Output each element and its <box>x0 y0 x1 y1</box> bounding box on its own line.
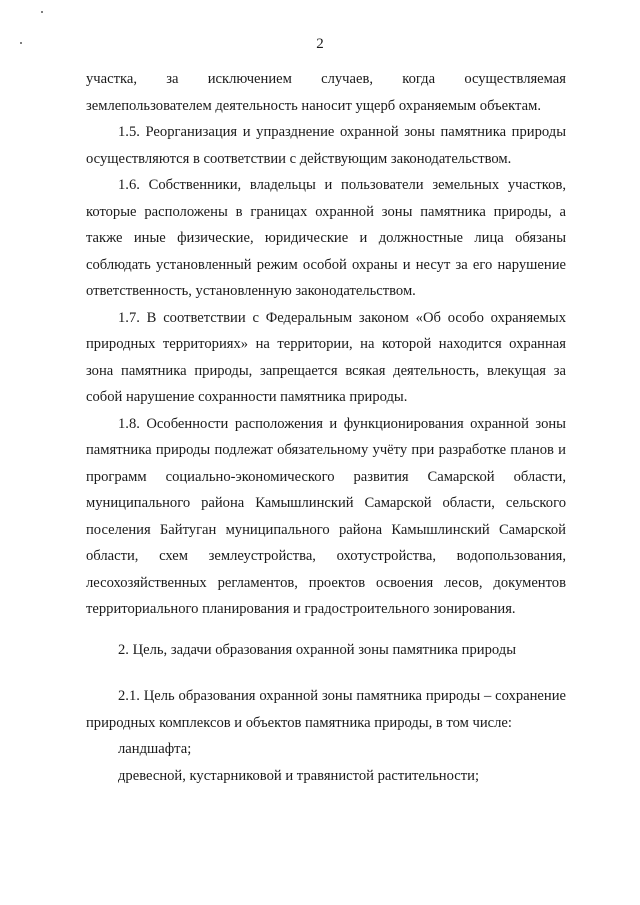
list-item-landscape: ландшафта; <box>118 741 192 757</box>
document-body <box>86 66 566 789</box>
paragraph-1-7: 1.7. В соответствии с Федеральным законом «Об особо охраняемых природных территориях» на территории, на которой находится охранная зона памятника природы, запрещается всякая деятельность, влекущая за собой нарушение сохранности памятника природы. <box>86 309 566 405</box>
paragraph-2-1: 2.1. Цель образования охранной зоны памятника природы – сохранение природных комплексов и объектов памятника природы, в том числе: <box>86 688 566 731</box>
paragraph-1-6: 1.6. Собственники, владельцы и пользователи земельных участков, которые расположены в границах охранной зоны памятника природы, а также иные физические, юридические и должностные лица обязаны соблюдать установленный режим особой охраны и несут за его нарушение ответственность, установленную законодательством. <box>86 177 566 299</box>
page-number: 2 <box>316 36 324 52</box>
paragraph-1-8: 1.8. Особенности расположения и функционирования охранной зоны памятника природы подлежат обязательному учёту при разработке планов и программ социально-экономического развития Самарской области, муниципального района Камышлинский Самарской области, сельского поселения Байтуган муниципального района Камышлинский Самарской области, схем землеустройства, охотустройства, водопользования, лесохозяйственных регламентов, проектов освоения лесов, документов территориального планирования и градостроительного зонирования. <box>86 415 566 617</box>
list-item-vegetation: древесной, кустарниковой и травянистой растительности; <box>118 767 479 784</box>
paragraph-1-5: 1.5. Реорганизация и упразднение охранной зоны памятника природы осуществляются в соответствии с действующим законодательством. <box>86 124 566 167</box>
paragraph-continuation: участка, за исключением случаев, когда осуществляемая землепользователем деятельность наносит ущерб охраняемым объектам. <box>86 71 566 114</box>
section-heading: 2. Цель, задачи образования охранной зоны памятника природы <box>118 641 516 658</box>
scan-speck <box>41 11 43 13</box>
